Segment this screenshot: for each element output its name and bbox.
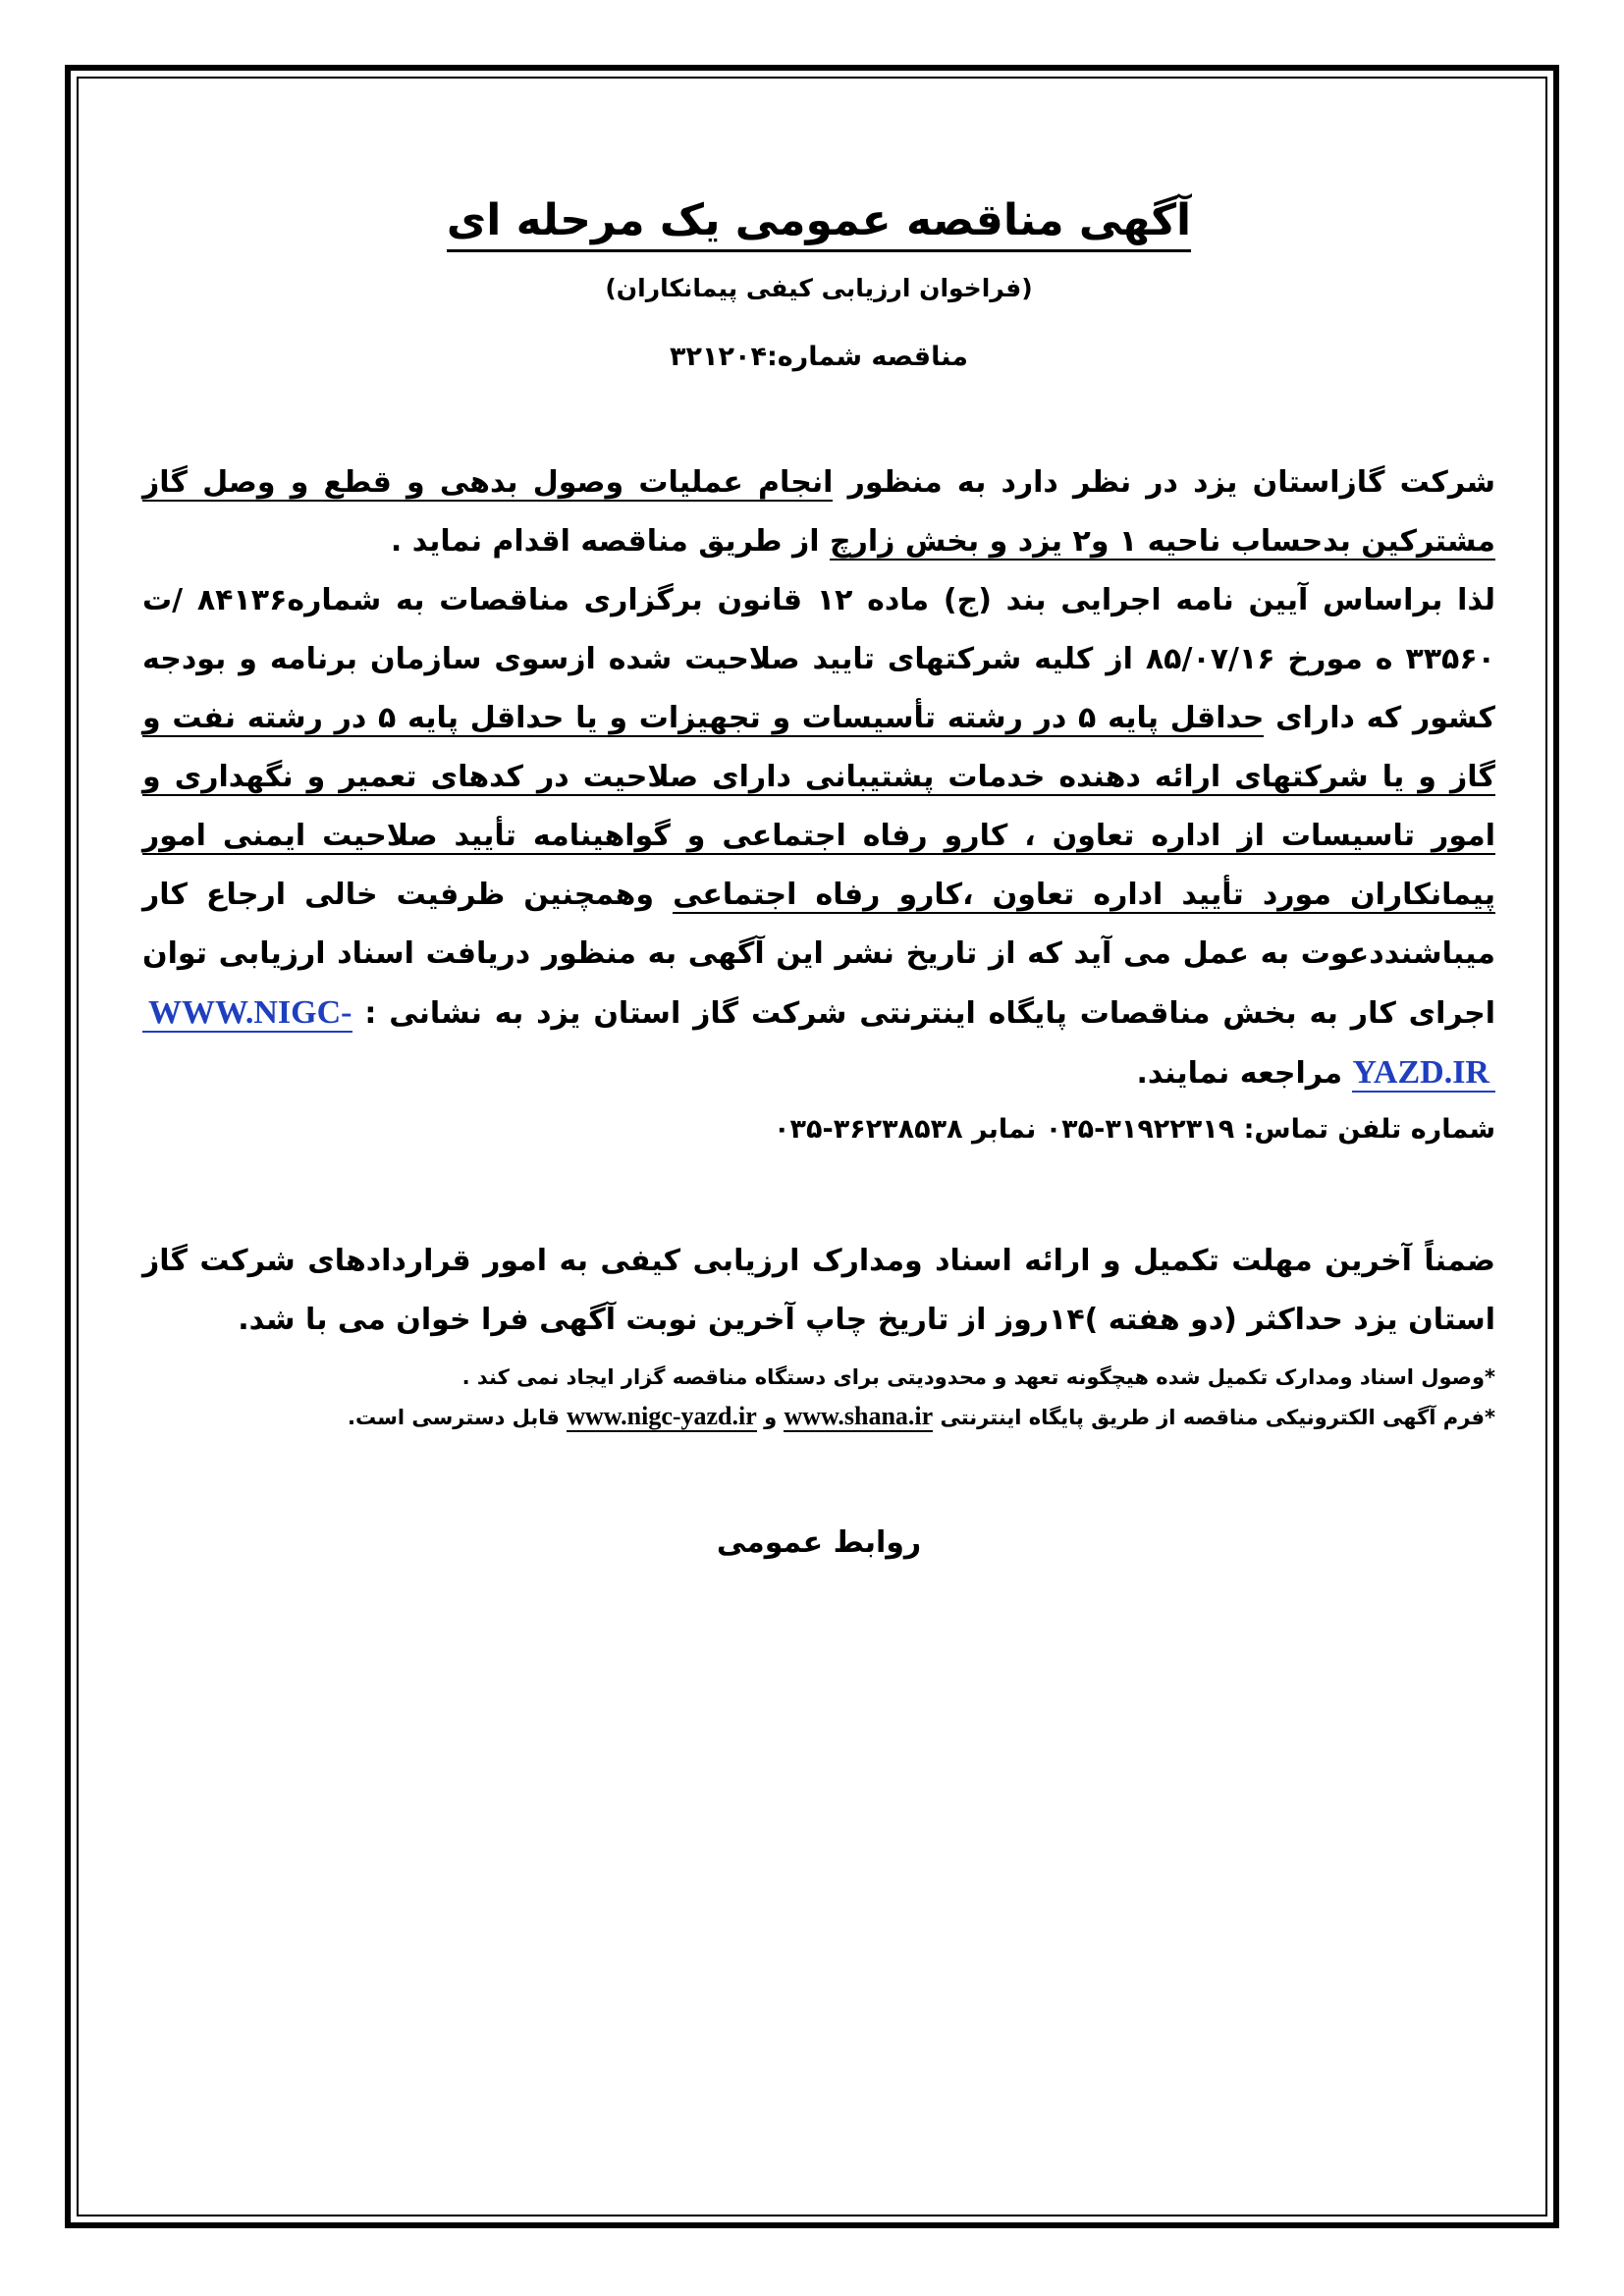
shana-link[interactable]: www.shana.ir xyxy=(784,1402,934,1430)
tender-number: مناقصه شماره:۳۲۱۲۰۴ xyxy=(670,342,968,372)
paragraph-intro-text-3: از طریق مناقصه اقدام نماید . xyxy=(390,524,830,559)
nigc-yazd-link[interactable]: www.nigc-yazd.ir xyxy=(567,1402,757,1430)
note-2-text-2: قابل دسترسی است. xyxy=(348,1406,568,1429)
signature: روابط عمومی xyxy=(716,1525,922,1560)
paragraph-intro-text-1: شرکت گازاستان یزد در نظر دارد به منظور xyxy=(833,465,1495,500)
paragraph-eligibility xyxy=(142,571,1495,1103)
paragraph-eligibility-text-1: لذا براساس آیین نامه اجرایی بند (ج) ماده ۱۲ قانون برگزاری مناقصات به شماره۸۴۱۳۶ /ت ۳۳۵۶۰ ه مورخ ۸۵/۰۷/۱۶ از کلیه شرکتهای تایید صلاحیت شده ازسوی سازمان برنامه و بودجه کشور که دارای xyxy=(142,583,1495,735)
document-title-text: آگهی مناقصه عمومی یک مرحله ای xyxy=(447,195,1191,252)
contact-info: شماره تلفن تماس: ۳۱۹۲۲۳۱۹-۰۳۵ نمابر ۳۶۲۳۸۵۳۸-۰۳۵ xyxy=(774,1114,1495,1145)
note-2-text-1: *فرم آگهی الکترونیکی مناقصه از طریق پایگاه اینترنتی xyxy=(933,1406,1495,1429)
paragraph-intro-underlined: انجام عملیات وصول بدهی و قطع و وصل گاز مشترکین بدحساب ناحیه ۱ و۲ یزد و بخش زارچ xyxy=(142,465,1495,559)
note-2 xyxy=(142,1397,1495,1437)
website-link[interactable]: WWW.NIGC-YAZD.IR xyxy=(142,994,1495,1093)
document-body xyxy=(142,187,1495,1560)
note-1: *وصول اسناد ومدارک تکمیل شده هیچگونه تعهد و محدودیتی برای دستگاه مناقصه گزار ایجاد نمی کند . xyxy=(461,1365,1495,1389)
document-title xyxy=(142,187,1495,255)
paragraph-eligibility-underlined: حداقل پایه ۵ در رشته تأسیسات و تجهیزات و یا حداقل پایه ۵ در رشته نفت و گاز و یا شرکتهای ارائه دهنده خدمات پشتیبانی دارای صلاحیت در کدهای تعمیر و نگهداری و امور تاسیسات از اداره تعاون ، کارو رفاه اجتماعی و گواهینامه تأیید صلاحیت ایمنی امور پیمانکاران مورد تأیید اداره تعاون ،کارو رفاه اجتماعی xyxy=(142,701,1496,912)
note-2-connector: و xyxy=(756,1406,785,1429)
paragraph-deadline: ضمناً آخرین مهلت تکمیل و ارائه اسناد ومدارک ارزیابی کیفی به امور قراردادهای شرکت گاز استان یزد حداکثر (دو هفته )۱۴روز از تاریخ چاپ آخرین نوبت آگهی فرا خوان می با شد. xyxy=(142,1244,1495,1337)
spacer xyxy=(142,1183,1495,1232)
paragraph-intro xyxy=(142,454,1495,571)
document-subtitle: (فراخوان ارزیابی کیفی پیمانکاران) xyxy=(605,274,1033,302)
paragraph-eligibility-text-3: وهمچنین ظرفیت خالی ارجاع کار میباشنددعوت به عمل می آید که از تاریخ نشر این آگهی به منظور دریافت اسناد ارزیابی توان اجرای کار به بخش مناقصات پایگاه اینترنتی شرکت گاز استان یزد به نشانی : xyxy=(142,878,1495,1031)
paragraph-eligibility-text-4: مراجعه نمایند. xyxy=(1136,1056,1353,1091)
